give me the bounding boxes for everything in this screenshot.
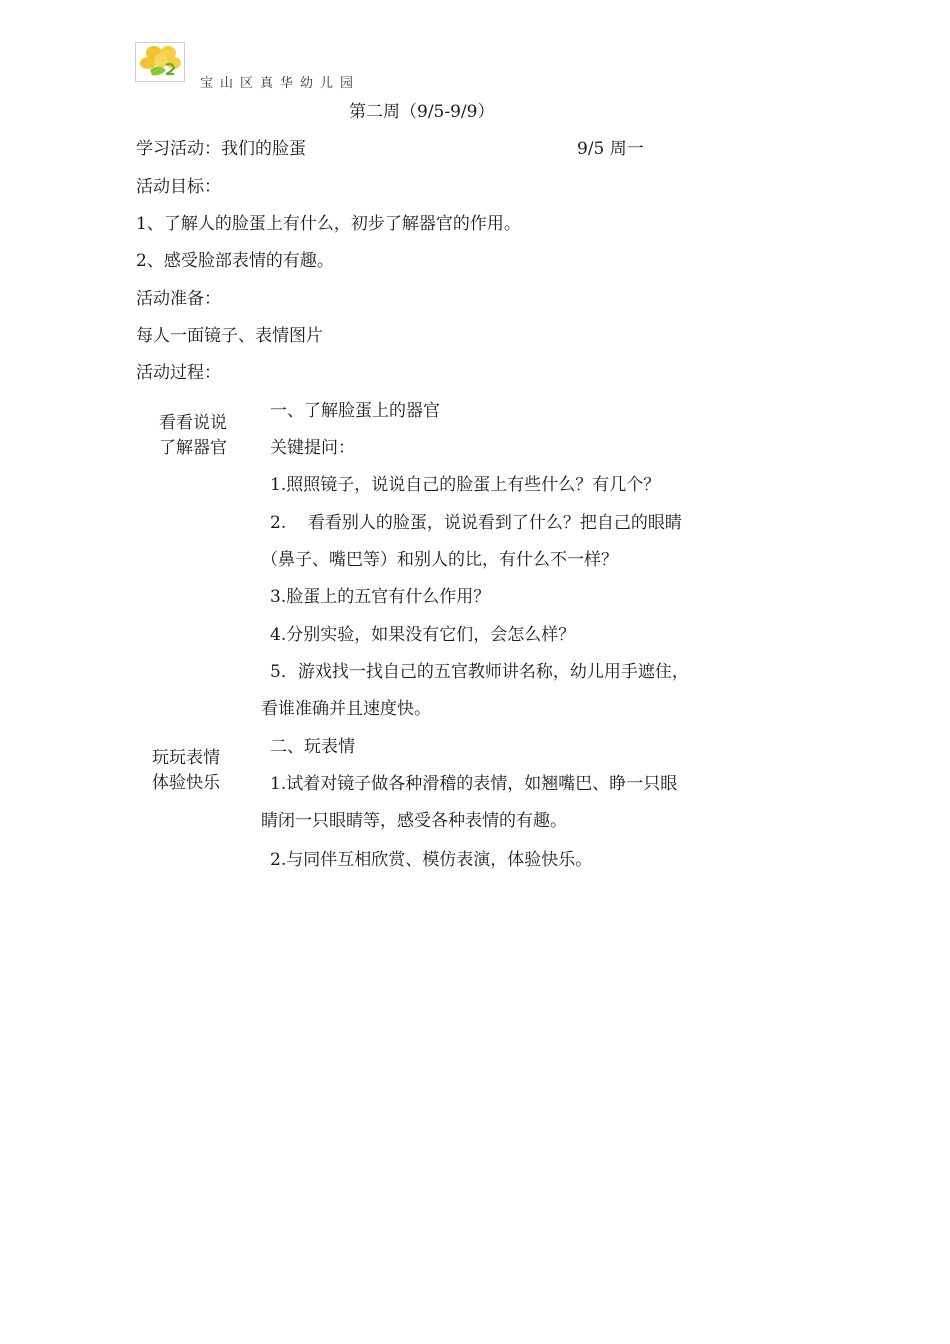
part2-line: 2.与同伴互相欣赏、模仿表演，体验快乐。 (270, 850, 593, 870)
preparation-heading: 活动准备： (136, 289, 221, 309)
part1-line: 5．游戏找一找自己的五官教师讲名称，幼儿用手遮住， (270, 662, 689, 682)
school-name: 宝山区真华幼儿园 (200, 76, 361, 91)
part1-side-label (143, 411, 243, 461)
part1-line: 4.分别实验，如果没有它们，会怎么样？ (270, 625, 576, 645)
part1-line: 1.照照镜子，说说自己的脸蛋上有些什么？有几个？ (270, 475, 661, 495)
preparation-text: 每人一面镜子、表情图片 (136, 326, 323, 346)
side-label-line: 玩玩表情 (152, 748, 220, 768)
side-label-line: 看看说说 (159, 413, 227, 433)
part2-line: 睛闭一只眼睛等，感受各种表情的有趣。 (261, 811, 567, 831)
side-label-line: 了解器官 (159, 438, 227, 458)
part1-line: 3.脸蛋上的五官有什么作用？ (270, 587, 491, 607)
side-label-line: 体验快乐 (152, 773, 220, 793)
part1-heading: 一、了解脸蛋上的器官 (270, 401, 440, 421)
part1-subheading: 关键提问： (270, 438, 355, 458)
part2-side-label (136, 746, 236, 796)
kindergarten-logo (135, 42, 185, 82)
part2-heading: 二、玩表情 (270, 737, 355, 757)
goal-item: 2、感受脸部表情的有趣。 (136, 251, 334, 271)
activity-date: 9/5 周一 (577, 139, 644, 159)
goals-heading: 活动目标： (136, 177, 221, 197)
part1-line: （鼻子、嘴巴等）和别人的比，有什么不一样？ (261, 550, 618, 570)
week-title: 第二周（9/5-9/9） (349, 102, 495, 122)
flower-logo-icon (136, 43, 184, 81)
part1-line: 2. 看看别人的脸蛋，说说看到了什么？把自己的眼睛 (270, 513, 682, 533)
part2-line: 1.试着对镜子做各种滑稽的表情，如翘嘴巴、睁一只眼 (270, 774, 678, 794)
activity-title: 学习活动：我们的脸蛋 (136, 139, 306, 159)
part1-line: 看谁准确并且速度快。 (261, 699, 431, 719)
goal-item: 1、了解人的脸蛋上有什么，初步了解器官的作用。 (136, 214, 521, 234)
process-heading: 活动过程： (136, 363, 221, 383)
